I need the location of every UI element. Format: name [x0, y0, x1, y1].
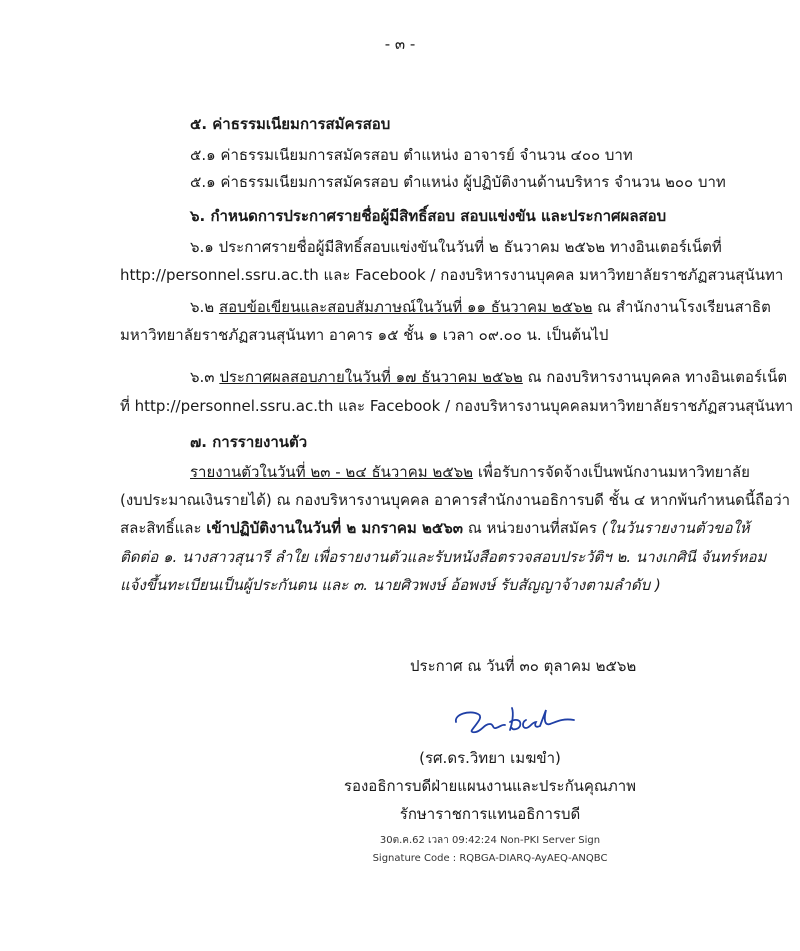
e-signature-code: Signature Code : RQBGA-DIARQ-AyAEQ-ANQBC — [372, 853, 608, 864]
section-7-forfeit: สละสิทธิ์และ — [120, 519, 207, 537]
section-6-2-line-2: มหาวิทยาลัยราชภัฏสวนสุนันทา อาคาร ๑๕ ชั้น ๑ เวลา ๐๙.๐๐ น. เป็นต้นไป — [120, 326, 609, 344]
signer-name: (รศ.ดร.วิทยา เมฆขำ) — [419, 749, 561, 767]
section-7-line-5: แจ้งขึ้นทะเบียนเป็นผู้ประกันตน และ ๓. นายศิวพงษ์ อ้อพงษ์ รับสัญญาจ้างตามลำดับ ) — [120, 576, 661, 594]
section-6-2-date: สอบข้อเขียนและสอบสัมภาษณ์ในวันที่ ๑๑ ธันวาคม ๒๕๖๒ — [218, 298, 593, 316]
section-7-report-date: รายงานตัวในวันที่ ๒๓ - ๒๔ ธันวาคม ๒๕๖๒ — [190, 463, 474, 481]
section-6-1-line-1: ๖.๑ ประกาศรายชื่อผู้มีสิทธิ์สอบแข่งขันในวันที่ ๒ ธันวาคม ๒๕๖๒ ทางอินเตอร์เน็ตที่ — [190, 238, 722, 256]
section-7-line-2: (งบประมาณเงินรายได้) ณ กองบริหารงานบุคคล อาคารสำนักงานอธิการบดี ชั้น ๔ หากพ้นกำหนดนี้ถือว่า — [120, 491, 791, 509]
section-5-item-1: ๕.๑ ค่าธรรมเนียมการสมัครสอบ ตำแหน่ง อาจารย์ จำนวน ๔๐๐ บาท — [190, 146, 633, 164]
section-7-line-4: ติดต่อ ๑. นางสาวสุนารี ลำใย เพื่อรายงานตัวและรับหนังสือตรวจสอบประวัติฯ ๒. นางเกศินี จันทร์หอม — [120, 548, 767, 566]
section-5-heading: ๕. ค่าธรรมเนียมการสมัครสอบ — [190, 115, 391, 133]
section-6-3-line-1 — [190, 367, 787, 387]
section-7-heading: ๗. การรายงานตัว — [190, 433, 308, 451]
section-6-2-place: ณ สำนักงานโรงเรียนสาธิต — [592, 298, 771, 316]
section-6-3-date: ประกาศผลสอบภายในวันที่ ๑๗ ธันวาคม ๒๕๖๒ — [219, 368, 523, 386]
page-number: - ๓ - — [384, 35, 416, 53]
section-6-1-line-2: http://personnel.ssru.ac.th และ Facebook / กองบริหารงานบุคคล มหาวิทยาลัยราชภัฏสวนสุนันทา — [120, 266, 784, 284]
section-6-heading: ๖. กำหนดการประกาศรายชื่อผู้มีสิทธิ์สอบ สอบแข่งขัน และประกาศผลสอบ — [190, 207, 667, 225]
section-6-3-line-2: ที่ http://personnel.ssru.ac.th และ Facebook / กองบริหารงานบุคคลมหาวิทยาลัยราชภัฏสวนสุนันทา — [120, 397, 794, 415]
section-6-3-prefix: ๖.๓ — [190, 368, 220, 386]
signer-title-2: รักษาราชการแทนอธิการบดี — [399, 805, 581, 823]
section-7-start-date: เข้าปฏิบัติงานในวันที่ ๒ มกราคม ๒๕๖๓ — [206, 519, 464, 537]
section-6-2-prefix: ๖.๒ — [190, 298, 219, 316]
section-5-item-2: ๕.๑ ค่าธรรมเนียมการสมัครสอบ ตำแหน่ง ผู้ปฏิบัติงานด้านบริหาร จำนวน ๒๐๐ บาท — [190, 173, 726, 191]
handwritten-signature — [450, 700, 580, 740]
section-7-purpose: เพื่อรับการจัดจ้างเป็นพนักงานมหาวิทยาลัย — [473, 463, 750, 481]
e-signature-timestamp: 30ต.ค.62 เวลา 09:42:24 Non-PKI Server Sign — [379, 835, 601, 846]
section-7-line-3 — [120, 518, 750, 538]
section-6-2-line-1 — [190, 297, 771, 317]
announcement-date: ประกาศ ณ วันที่ ๓๐ ตุลาคม ๒๕๖๒ — [410, 657, 637, 675]
section-7-unit: ณ หน่วยงานที่สมัคร — [463, 519, 602, 537]
section-7-note-start: (ในวันรายงานตัวขอให้ — [601, 519, 750, 537]
signer-title-1: รองอธิการบดีฝ่ายแผนงานและประกันคุณภาพ — [343, 777, 637, 795]
section-7-line-1 — [190, 462, 750, 482]
section-6-3-place: ณ กองบริหารงานบุคคล ทางอินเตอร์เน็ต — [522, 368, 788, 386]
